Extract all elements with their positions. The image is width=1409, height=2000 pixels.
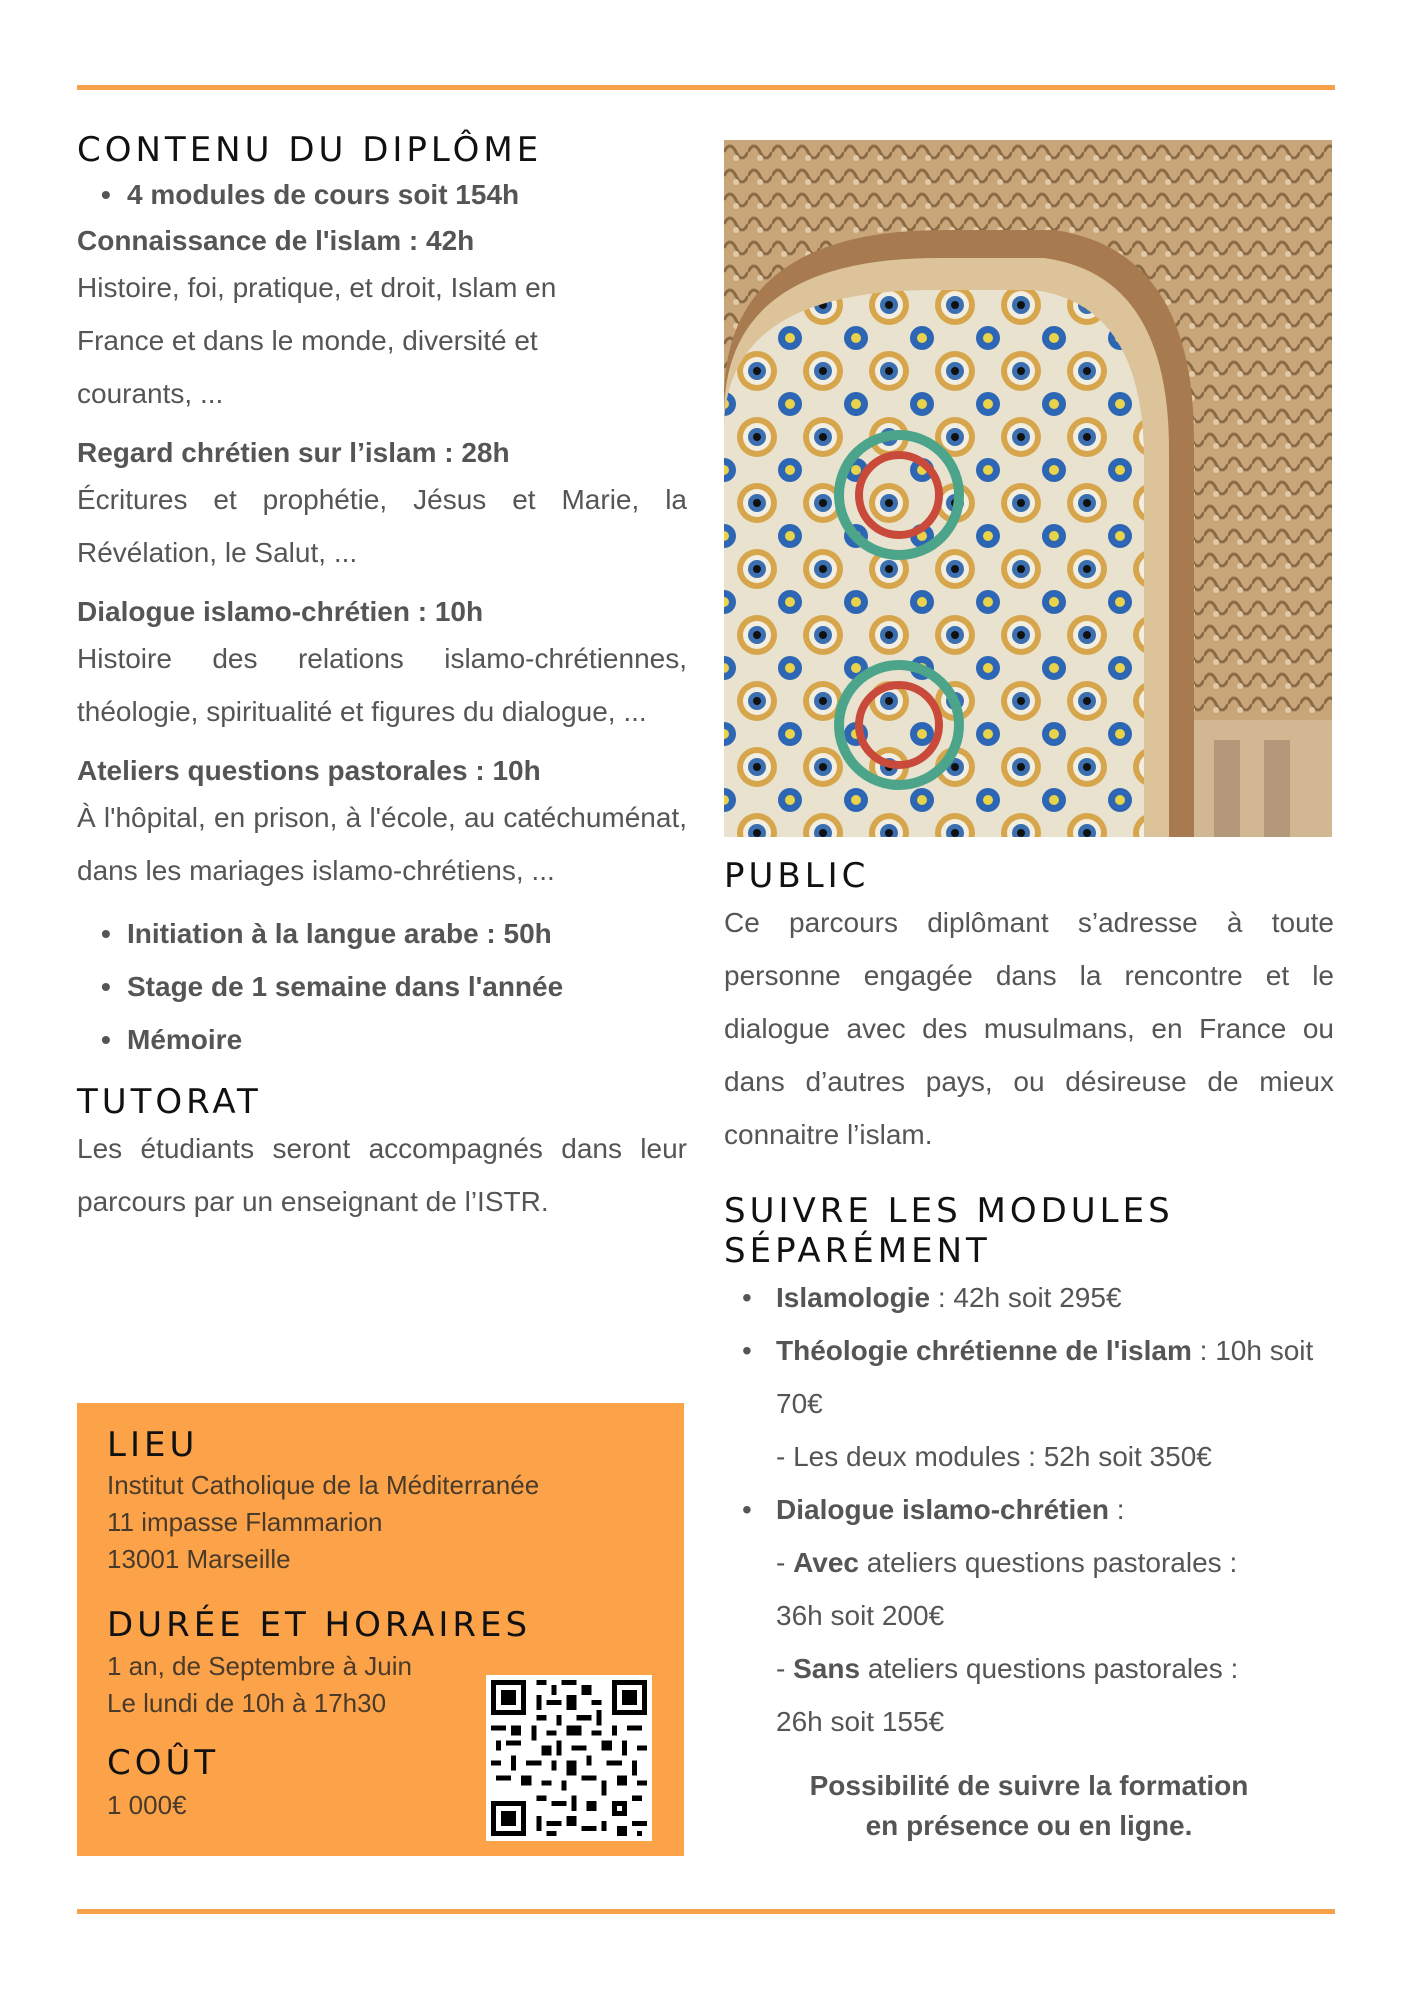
lieu-line: 13001 Marseille	[107, 1544, 291, 1574]
module-name: Théologie chrétienne de l'islam	[776, 1335, 1192, 1366]
module-description: Histoire, foi, pratique, et droit, Islam en France et dans le monde, diversité et courants, ...	[77, 272, 557, 409]
lieu-line: 11 impasse Flammarion	[107, 1507, 383, 1537]
list-item	[776, 1271, 1334, 1324]
top-divider	[77, 85, 1335, 90]
modules-heading-line1: SUIVRE LES MODULES	[724, 1191, 1174, 1231]
lieu-line: Institut Catholique de la Méditerranée	[107, 1470, 540, 1500]
tutorat-text: Les étudiants seront accompagnés dans leur parcours par un enseignant de l’ISTR.	[77, 1133, 687, 1217]
sans-text: ateliers questions pastorales :	[860, 1653, 1239, 1684]
duree-line: Le lundi de 10h à 17h30	[107, 1688, 387, 1718]
module-description: Écritures et prophétie, Jésus et Marie, la Révélation, le Salut, ...	[77, 484, 687, 568]
contenu-main-bullet: • 4 modules de cours soit 154h	[127, 168, 687, 221]
modules-price-list	[724, 1271, 1334, 1430]
mosaic-arch-image	[724, 140, 1332, 837]
avec-text: ateliers questions pastorales :	[859, 1547, 1238, 1578]
info-box	[77, 1403, 684, 1856]
note-line: Possibilité de suivre la formation	[809, 1770, 1249, 1801]
avec-label: Avec	[793, 1547, 860, 1578]
module-description: À l'hôpital, en prison, à l'école, au catéchuménat, dans les mariages islamo-chrétiens, ...	[77, 802, 687, 886]
avec-price: 36h soit 200€	[776, 1600, 945, 1631]
left-column	[77, 130, 687, 1228]
module-title: Connaissance de l'islam : 42h	[77, 225, 475, 256]
list-item	[776, 1483, 1334, 1536]
module-name: Dialogue islamo-chrétien	[776, 1494, 1109, 1525]
note-line: en présence ou en ligne.	[865, 1810, 1193, 1841]
public-text: Ce parcours diplômant s’adresse à toute personne engagée dans la rencontre et le dialogue avec des musulmans, en France ou dans d’autres pays, ou désireuse de mieux connaitre l’islam.	[724, 907, 1334, 1150]
list-item	[776, 1324, 1334, 1430]
module-title: Ateliers questions pastorales : 10h	[77, 755, 541, 786]
sans-option	[776, 1642, 1334, 1695]
module-description: Histoire des relations islamo-chrétiennes, théologie, spiritualité et figures du dialogue, ...	[77, 643, 687, 727]
duree-heading: DURÉE ET HORAIRES	[107, 1605, 532, 1645]
module-price: : 10h soit 70€	[776, 1335, 1314, 1419]
modules-heading-line2: SÉPARÉMENT	[724, 1231, 991, 1271]
avec-option	[776, 1536, 1334, 1589]
sans-label: Sans	[793, 1653, 861, 1684]
cout-value: 1 000€	[107, 1790, 187, 1820]
dash-prefix: -	[776, 1653, 794, 1684]
dash-prefix: -	[776, 1547, 794, 1578]
list-item: • Stage de 1 semaine dans l'année	[127, 960, 687, 1013]
bottom-divider	[77, 1909, 1335, 1914]
module-title: Regard chrétien sur l’islam : 28h	[77, 437, 510, 468]
modules-price-list	[724, 1483, 1334, 1536]
qr-code-icon[interactable]	[486, 1675, 652, 1841]
cout-heading: COÛT	[107, 1743, 220, 1783]
right-column	[724, 856, 1334, 1846]
module-title: Dialogue islamo-chrétien : 10h	[77, 596, 484, 627]
contenu-extra-list	[77, 907, 687, 1066]
module-price: : 42h soit 295€	[930, 1282, 1122, 1313]
lieu-heading: LIEU	[107, 1425, 199, 1465]
contenu-main-list	[77, 168, 687, 221]
public-heading: PUBLIC	[724, 856, 870, 896]
both-modules-price: - Les deux modules : 52h soit 350€	[776, 1441, 1212, 1472]
contenu-heading: CONTENU DU DIPLÔME	[77, 130, 543, 170]
list-item: • Mémoire	[127, 1013, 687, 1066]
tutorat-heading: TUTORAT	[77, 1082, 262, 1122]
duree-line: 1 an, de Septembre à Juin	[107, 1651, 412, 1681]
module-name: Islamologie	[776, 1282, 931, 1313]
list-item: • Initiation à la langue arabe : 50h	[127, 907, 687, 960]
module-suffix: :	[1108, 1494, 1125, 1525]
sans-price: 26h soit 155€	[776, 1706, 945, 1737]
